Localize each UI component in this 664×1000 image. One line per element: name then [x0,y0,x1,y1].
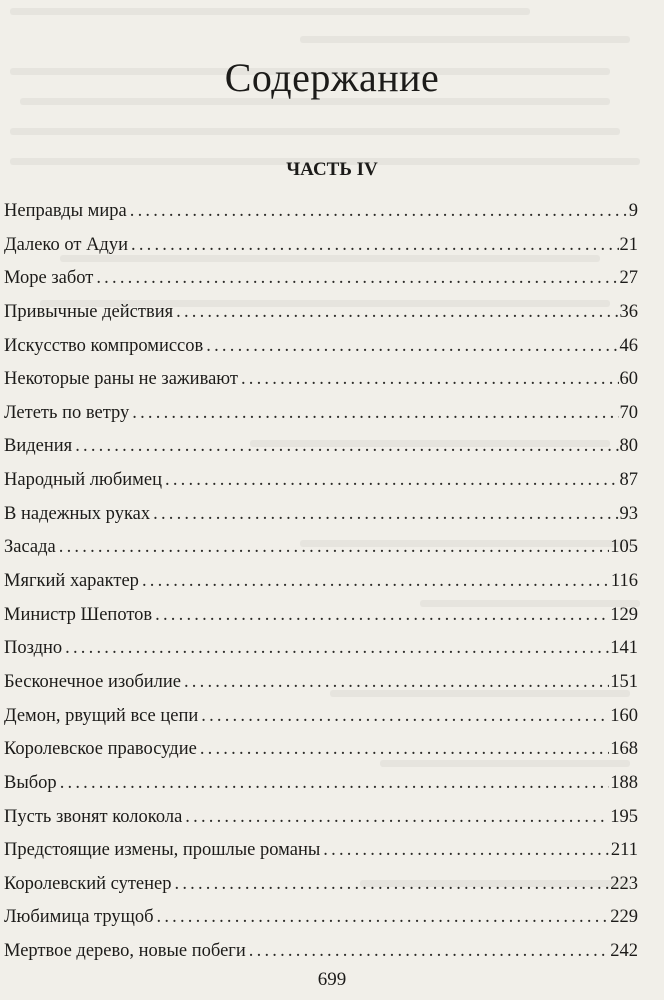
toc-entry-page: 242 [610,941,638,962]
toc-entry-title: Видения [4,436,73,457]
toc-entry [4,802,638,836]
dot-leader [201,701,609,731]
dot-leader [59,532,609,562]
toc-entry [4,297,638,331]
toc-entry-title: Мягкий характер [4,571,139,592]
toc-entry-page: 129 [610,604,638,625]
toc-entry-page: 27 [619,268,638,289]
toc-entry-page: 229 [610,907,638,928]
toc-entry-page: 9 [628,201,638,221]
toc-entry-page: 188 [610,772,638,793]
toc-entry-title: Поздно [4,638,63,659]
dot-leader [96,263,618,293]
toc-entry-title: Далеко от Адуи [4,234,128,255]
toc-entry [4,633,638,667]
toc-entry-page: 70 [619,402,638,423]
toc-entry-title: Выбор [4,772,57,793]
toc-entry [4,835,638,869]
page-number: 699 [317,969,347,990]
toc-entry [4,499,638,533]
dot-leader [65,633,609,663]
dot-leader [157,902,610,932]
toc-entry [4,263,638,297]
toc-entry-page: 141 [610,638,638,659]
toc-entry-title: Любимица трущоб [4,907,154,928]
toc-entry [4,331,638,365]
toc-entry [4,230,638,264]
toc-entry [4,667,638,701]
dot-leader [130,196,628,226]
toc-entry-title: Некоторые раны не заживают [4,369,238,390]
toc-entry-title: Привычные действия [4,301,174,322]
dot-leader [184,667,609,697]
toc-entry-title: Предстоящие измены, прошлые романы [4,840,321,861]
toc-entry-title: Королевское правосудие [4,739,197,760]
toc-entry-title: Демон, рвущий все цепи [4,705,199,726]
toc-entry [4,364,638,398]
toc-entry-page: 46 [619,335,638,356]
dot-leader [60,768,610,798]
toc-entry [4,465,638,499]
dot-leader [153,499,618,529]
toc-entry-title: Лететь по ветру [4,402,130,423]
dot-leader [323,835,610,865]
toc-entry-page: 80 [619,436,638,457]
toc-entry-page: 211 [610,840,638,861]
dot-leader [142,566,610,596]
toc-entry-title: Пусть звонят колокола [4,806,183,827]
toc-entry-page: 116 [610,571,638,592]
toc-entry-page: 223 [610,873,638,894]
dot-leader [131,230,619,260]
dot-leader [132,398,618,428]
toc-entry [4,532,638,566]
dot-leader [155,600,609,630]
toc-entry-page: 87 [619,470,638,491]
part-heading: ЧАСТЬ IV [286,159,378,180]
toc-entry-page: 160 [610,705,638,726]
toc-entry-title: Королевский сутенер [4,873,172,894]
toc-entry [4,701,638,735]
toc-entry-page: 195 [610,806,638,827]
toc-entry [4,734,638,768]
toc-entry-page: 93 [619,503,638,524]
toc-entry-page: 168 [610,739,638,760]
dot-leader [249,936,609,966]
toc-entry-title: Бесконечное изобилие [4,671,181,692]
toc-entry-title: Мертвое дерево, новые побеги [4,941,246,962]
toc-entry-title: Неправды мира [4,201,127,221]
toc-entry-page: 36 [619,301,638,322]
toc-entry [4,600,638,634]
toc-entry-title: Море забот [4,268,94,289]
page-title: Содержание [224,55,440,100]
toc-entry-page: 105 [610,537,638,558]
toc-entry-page: 60 [619,369,638,390]
toc-entry-title: Искусство компромиссов [4,335,204,356]
toc-entry-title: Народный любимец [4,470,162,491]
dot-leader [241,364,619,394]
toc-entry [4,936,638,970]
toc-entry-title: Министр Шепотов [4,604,153,625]
dot-leader [206,331,618,361]
toc-entry-page: 151 [610,671,638,692]
toc-entry [4,902,638,936]
table-of-contents [4,196,638,970]
toc-entry-title: В надежных руках [4,503,151,524]
dot-leader [200,734,609,764]
toc-entry [4,196,638,230]
toc-entry [4,566,638,600]
toc-entry-page: 21 [619,234,638,255]
toc-entry [4,768,638,802]
dot-leader [75,431,618,461]
dot-leader [175,869,610,899]
dot-leader [176,297,618,327]
dot-leader [165,465,619,495]
toc-entry [4,431,638,465]
toc-entry-title: Засада [4,537,56,558]
toc-entry [4,869,638,903]
dot-leader [185,802,609,832]
toc-entry [4,398,638,432]
